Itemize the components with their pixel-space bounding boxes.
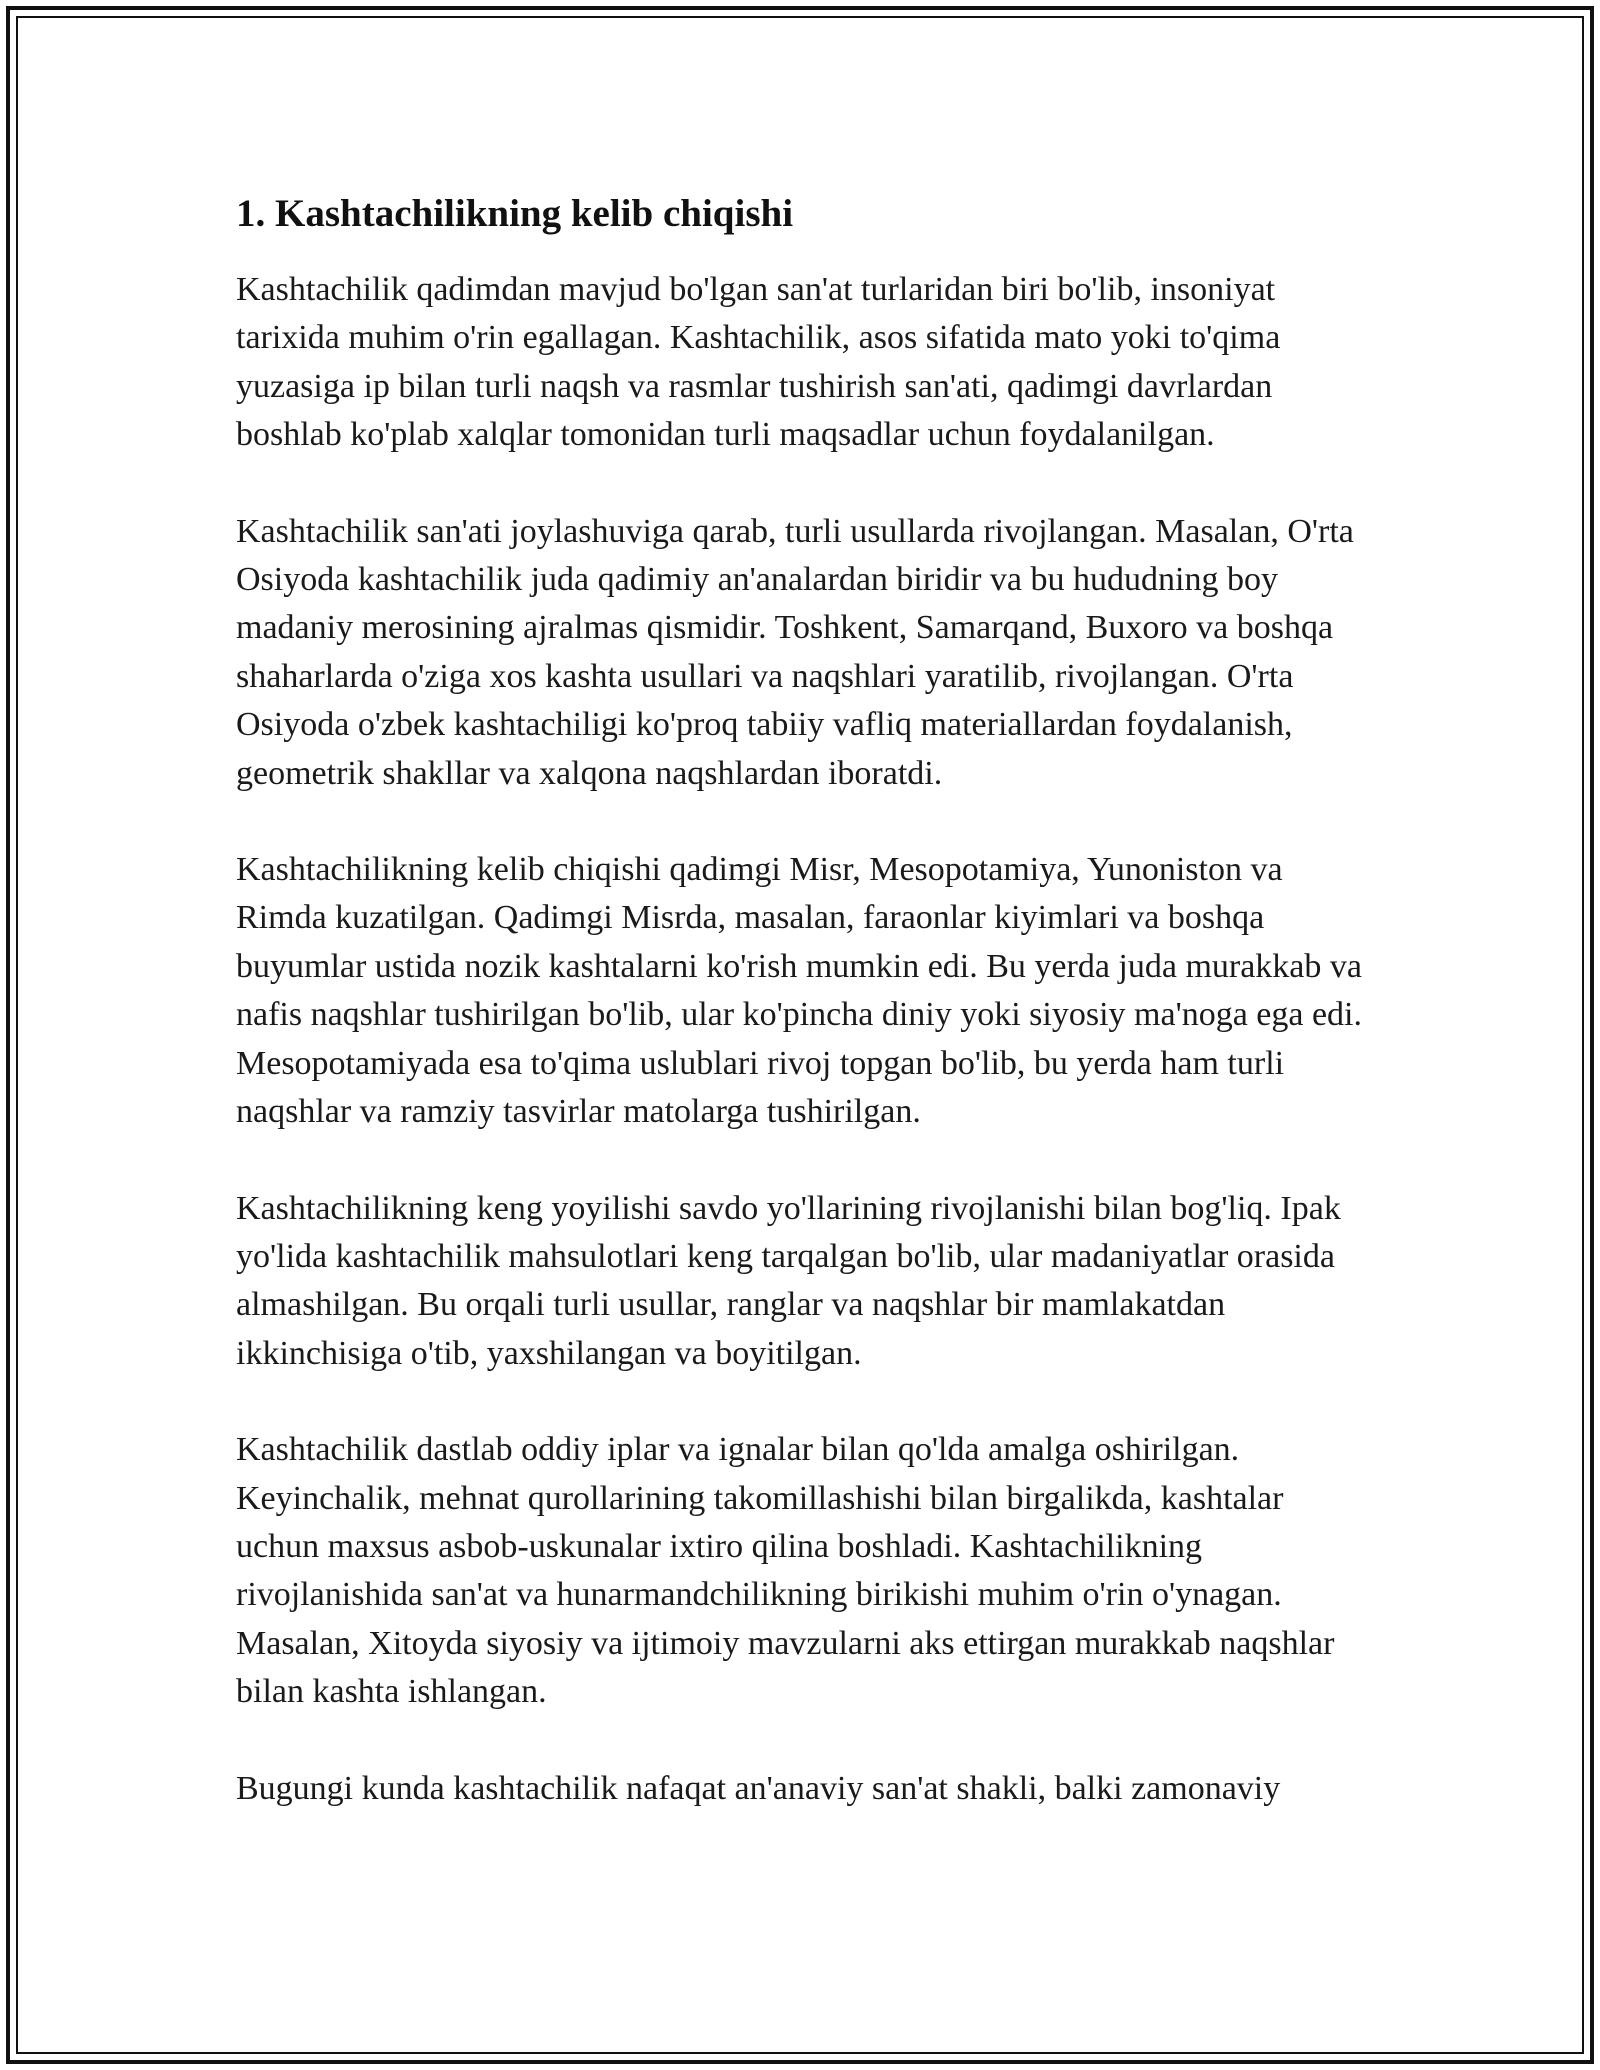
paragraph-2: Kashtachilik san'ati joylashuviga qarab, turli usullarda rivojlangan. Masalan, O'rta Osiyoda kashtachilik juda qadimiy an'analardan biridir va bu hududning boy madaniy merosining ajralmas qismidir. Toshkent, Samarqand, Buxoro va boshqa shaharlarda o'ziga xos kashta usullari va naqshlari yaratilib, rivojlangan. O'rta Osiyoda o'zbek kashtachiligi ko'proq tabiiy vafliq materiallardan foydalanish, geometrik shakllar va xalqona naqshlardan iboratdi. <box>236 512 1354 792</box>
paragraph-5: Kashtachilik dastlab oddiy iplar va ignalar bilan qo'lda amalga oshirilgan. Keyinchalik, mehnat qurollarining takomillashishi bilan birgalikda, kashtalar uchun maxsus asbob-uskunalar ixtiro qilina boshladi. Kashtachilikning rivojlanishida san'at va hunarmandchilikning birikishi muhim o'rin o'ynagan. Masalan, Xitoyda siyosiy va ijtimoiy mavzularni aks ettirgan murakkab naqshlar bilan kashta ishlangan. <box>236 1431 1335 1711</box>
paragraph-1: Kashtachilik qadimdan mavjud bo'lgan san'at turlaridan biri bo'lib, insoniyat tarixida muhim o'rin egallagan. Kashtachilik, asos sifatida mato yoki to'qima yuzasiga ip bilan turli naqsh va rasmlar tushirish san'ati, qadimgi davrlardan boshlab ko'plab xalqlar tomonidan turli maqsadlar uchun foydalanilgan. <box>236 271 1281 454</box>
document-body <box>236 186 1366 1861</box>
paragraph-3: Kashtachilikning kelib chiqishi qadimgi Misr, Mesopotamiya, Yunoniston va Rimda kuzatilgan. Qadimgi Misrda, masalan, faraonlar kiyimlari va boshqa buyumlar ustida nozik kashtalarni ko'rish mumkin edi. Bu yerda juda murakkab va nafis naqshlar tushirilgan bo'lib, ular ko'pincha diniy yoki siyosiy ma'noga ega edi. Mesopotamiyada esa to'qima uslublari rivoj topgan bo'lib, bu yerda ham turli naqshlar va ramziy tasvirlar matolarga tushirilgan. <box>236 851 1363 1131</box>
paragraph-4: Kashtachilikning keng yoyilishi savdo yo'llarining rivojlanishi bilan bog'liq. Ipak yo'lida kashtachilik mahsulotlari keng tarqalgan bo'lib, ular madaniyatlar orasida almashilgan. Bu orqali turli usullar, ranglar va naqshlar bir mamlakatdan ikkinchisiga o'tib, yaxshilangan va boyitilgan. <box>236 1189 1341 1372</box>
section-heading: 1. Kashtachilikning kelib chiqishi <box>236 192 794 235</box>
paragraph-6: Bugungi kunda kashtachilik nafaqat an'anaviy san'at shakli, balki zamonaviy <box>236 1769 1281 1807</box>
